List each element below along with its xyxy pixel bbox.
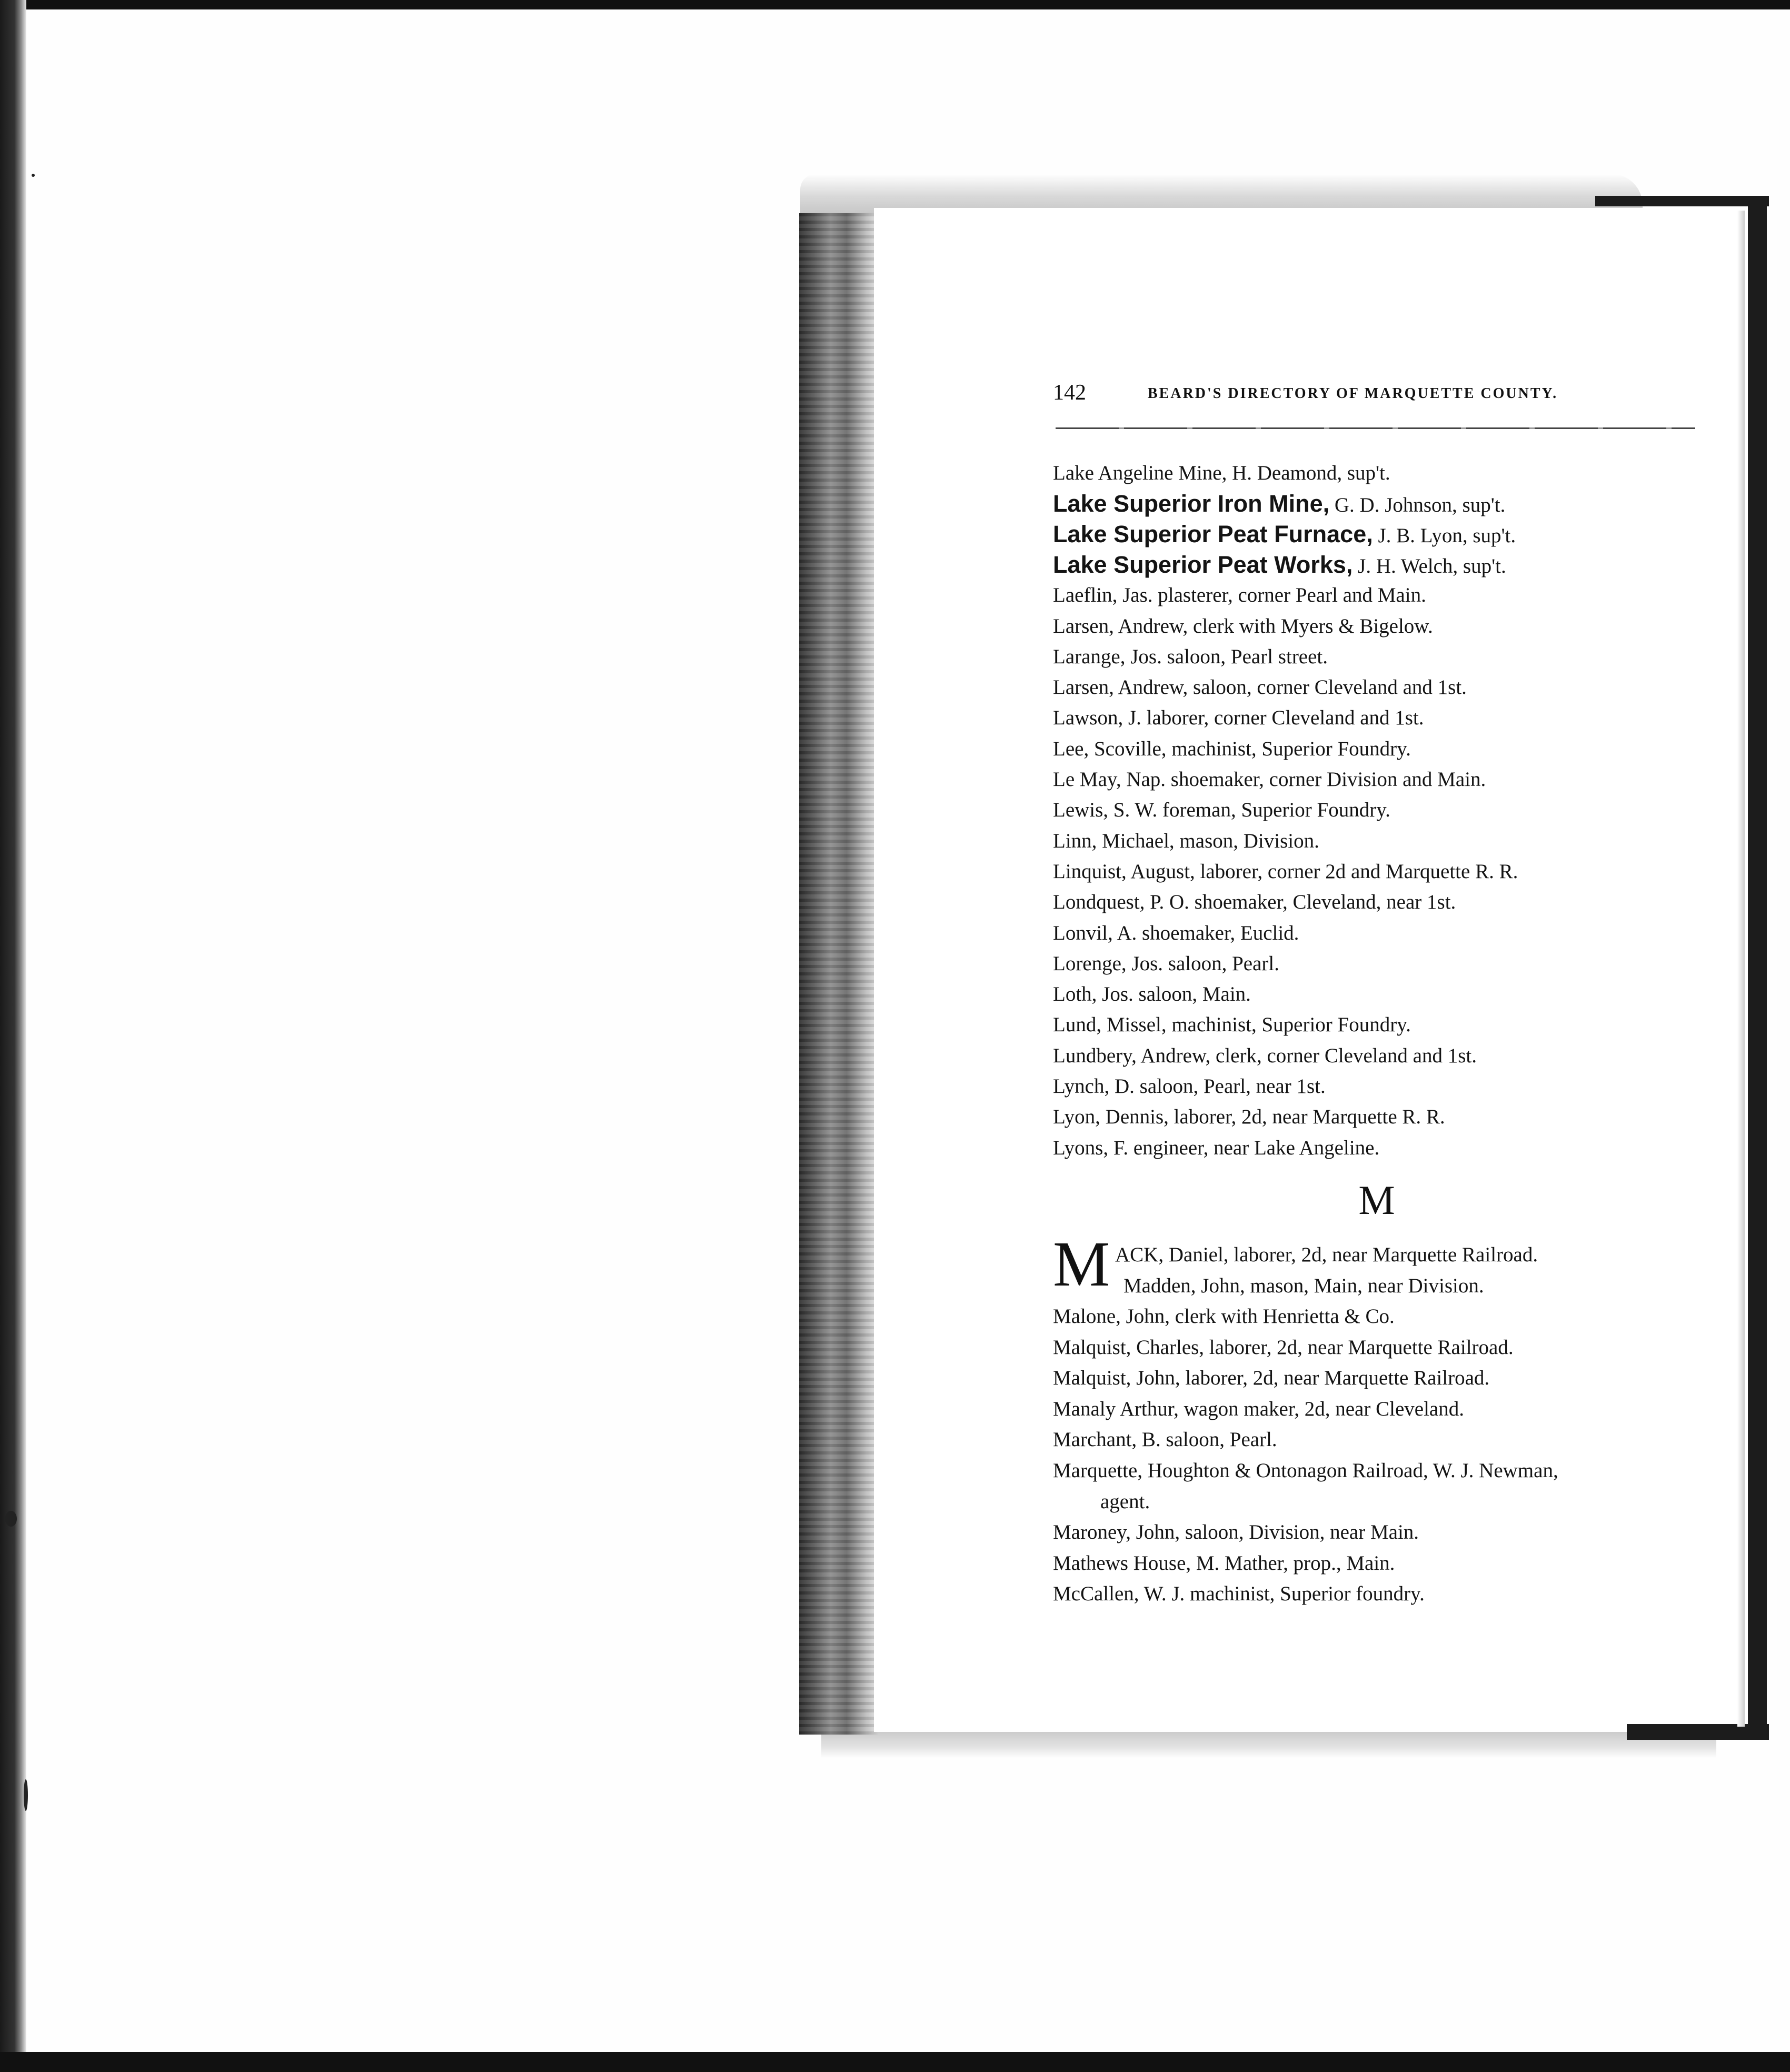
directory-entry: Lake Superior Peat Works, J. H. Welch, sup't.: [1053, 551, 1506, 579]
book-page-edges: [799, 213, 878, 1735]
m-first-lines: [1115, 1240, 1538, 1301]
directory-entry: Le May, Nap. shoemaker, corner Division and Main.: [1053, 768, 1486, 791]
directory-entry: Lynch, D. saloon, Pearl, near 1st.: [1053, 1075, 1326, 1098]
directory-entry: Linn, Michael, mason, Division.: [1053, 829, 1319, 852]
directory-entry: Madden, John, mason, Main, near Division.: [1123, 1274, 1484, 1297]
directory-entry: Mathews House, M. Mather, prop., Main.: [1053, 1551, 1395, 1575]
film-border-top: [0, 0, 1790, 9]
running-head: [1053, 380, 1706, 412]
directory-entry: Lonvil, A. shoemaker, Euclid.: [1053, 921, 1299, 944]
directory-entry: Malquist, Charles, laborer, 2d, near Marquette Railroad.: [1053, 1336, 1514, 1359]
book-cover-right: [1748, 200, 1767, 1737]
directory-entry: Lake Superior Peat Furnace, J. B. Lyon, sup't.: [1053, 521, 1516, 548]
directory-entry: Laeflin, Jas. plasterer, corner Pearl and Main.: [1053, 584, 1426, 607]
directory-entry: Lundbery, Andrew, clerk, corner Cleveland and 1st.: [1053, 1044, 1477, 1067]
directory-entry: Maroney, John, saloon, Division, near Main.: [1053, 1521, 1419, 1544]
directory-entry: Lyons, F. engineer, near Lake Angeline.: [1053, 1136, 1380, 1159]
page-number: 142: [1053, 381, 1086, 405]
directory-entry: Marchant, B. saloon, Pearl.: [1053, 1428, 1277, 1451]
directory-entry: Manaly Arthur, wagon maker, 2d, near Cleveland.: [1053, 1397, 1464, 1420]
directory-entry: Lawson, J. laborer, corner Cleveland and 1st.: [1053, 706, 1424, 730]
directory-entry: McCallen, W. J. machinist, Superior foundry.: [1053, 1582, 1425, 1606]
directory-entry: Larsen, Andrew, clerk with Myers & Bigelow.: [1053, 614, 1433, 637]
m-entries-list: [1053, 1301, 1558, 1610]
directory-entry: Lewis, S. W. foreman, Superior Foundry.: [1053, 799, 1390, 822]
directory-entry: Linquist, August, laborer, corner 2d and Marquette R. R.: [1053, 860, 1518, 883]
directory-entry: Malquist, John, laborer, 2d, near Marquette Railroad.: [1053, 1367, 1490, 1390]
book-cover-top: [1595, 196, 1769, 206]
directory-entry: Larsen, Andrew, saloon, corner Cleveland and 1st.: [1053, 676, 1467, 699]
directory-entry: Lyon, Dennis, laborer, 2d, near Marquette R. R.: [1053, 1105, 1445, 1129]
directory-entry: Malone, John, clerk with Henrietta & Co.: [1053, 1305, 1395, 1328]
drop-cap: M: [1053, 1229, 1110, 1300]
directory-entry: Lake Superior Iron Mine, G. D. Johnson, sup't.: [1053, 490, 1506, 517]
directory-entry: Lee, Scoville, machinist, Superior Foundry.: [1053, 737, 1411, 760]
film-border-bottom: [0, 2052, 1790, 2072]
header-rule: [1056, 427, 1695, 429]
directory-entry: Londquest, P. O. shoemaker, Cleveland, near 1st.: [1053, 891, 1456, 914]
section-letter: M: [1358, 1177, 1395, 1223]
directory-entry: Lund, Missel, machinist, Superior Foundry.: [1053, 1013, 1411, 1037]
book-gutter: [1737, 211, 1745, 1727]
directory-entry: Lake Angeline Mine, H. Deamond, sup't.: [1053, 462, 1390, 484]
l-entries-list: [1053, 458, 1711, 1163]
directory-entry: Marquette, Houghton & Ontonagon Railroad, W. J. Newman,: [1053, 1459, 1558, 1482]
directory-entry-continuation: agent.: [1100, 1490, 1150, 1513]
film-border-left: [0, 0, 26, 2072]
directory-entry: Loth, Jos. saloon, Main.: [1053, 983, 1251, 1006]
directory-entry: Larange, Jos. saloon, Pearl street.: [1053, 645, 1328, 668]
directory-entry: Lorenge, Jos. saloon, Pearl.: [1053, 952, 1279, 975]
directory-entry: ACK, Daniel, laborer, 2d, near Marquette Railroad.: [1115, 1243, 1538, 1266]
running-head-title: BEARD'S DIRECTORY OF MARQUETTE COUNTY.: [1148, 385, 1558, 402]
